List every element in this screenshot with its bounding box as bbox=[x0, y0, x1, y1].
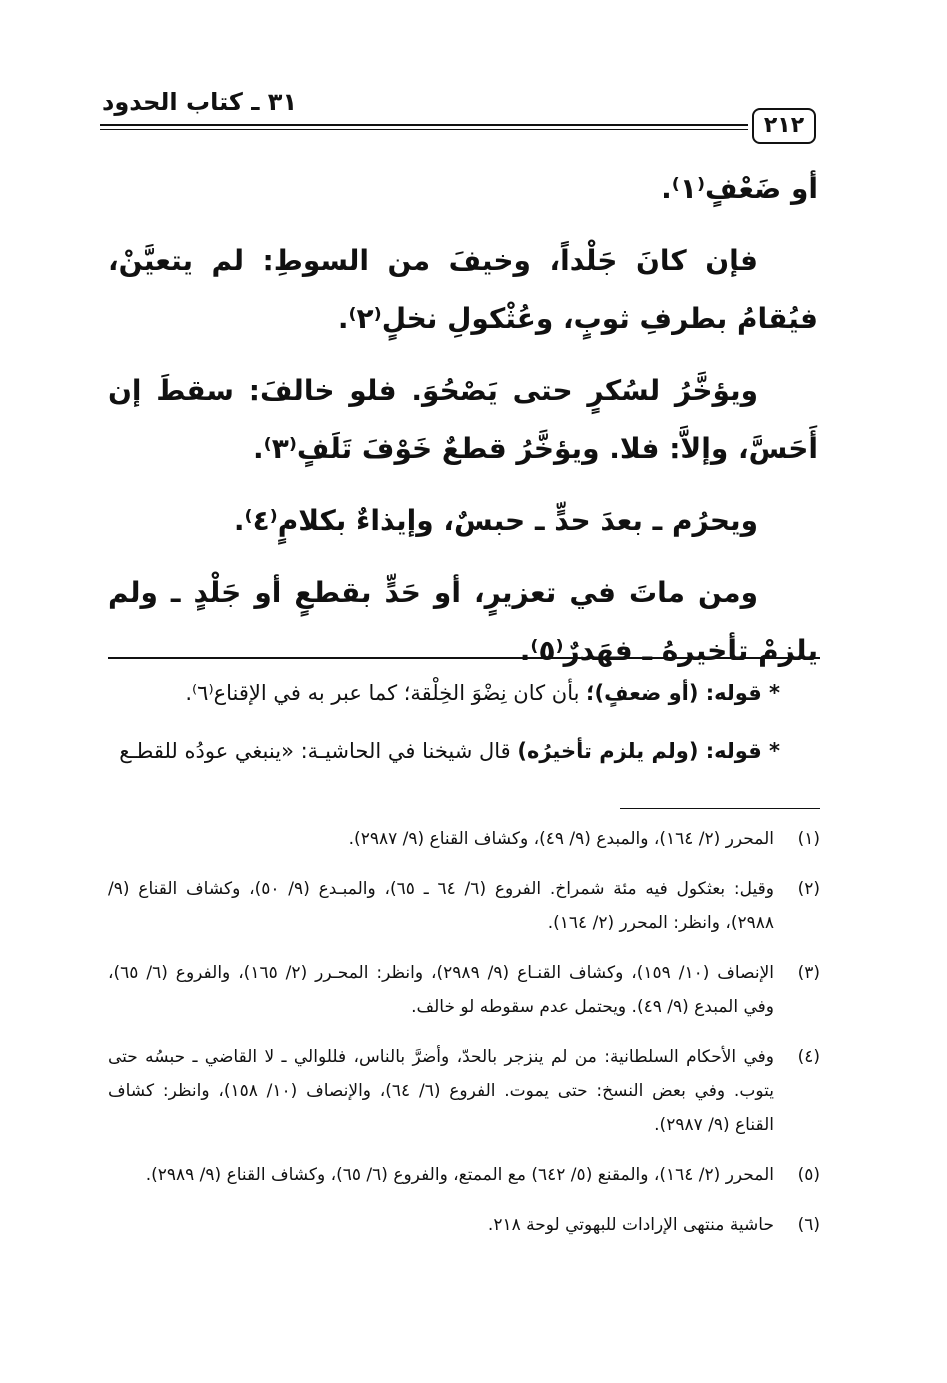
main-paragraph-5: ومن ماتَ في تعزيرٍ، أو حَدٍّ بقطعٍ أو جَلْدٍ ـ ولم يلزمْ تأخيرهُ ـ فهَدرٌ⁽٥⁾. bbox=[108, 576, 818, 667]
chapter-title: ٣١ ـ كتاب الحدود bbox=[102, 88, 298, 116]
page-number: ٢١٢ bbox=[752, 108, 816, 144]
commentary-label-1: * قوله: (أو ضعفٍ)؛ bbox=[586, 681, 780, 705]
main-text bbox=[108, 160, 818, 694]
footnote bbox=[108, 1208, 820, 1242]
footnote-text: المحرر (٢/ ١٦٤)، والمقنع (٥/ ٦٤٢) مع الممتع، والفروع (٦/ ٦٥)، وكشاف القناع (٩/ ٢٩٨٩). bbox=[145, 1165, 774, 1185]
header-rule-thin bbox=[100, 129, 748, 130]
footnote-number: (١) bbox=[797, 829, 820, 849]
main-paragraph-1: أو ضَعْفٍ⁽١⁾. bbox=[661, 172, 818, 205]
commentary-text-1: بأن كان نِضْوَ الخِلْقة؛ كما عبر به في الإقناع⁽٦⁾. bbox=[185, 681, 580, 705]
footnote-separator bbox=[620, 808, 820, 809]
footnote bbox=[108, 872, 820, 940]
commentary-item-1 bbox=[108, 668, 820, 718]
footnote-text: الإنصاف (١٠/ ١٥٩)، وكشاف القنـاع (٩/ ٢٩٨٩)، وانظر: المحـرر (٢/ ١٦٥)، والفروع (٦/ ٦٥)، وفي المبدع (٩/ ٤٩). ويحتمل عدم سقوطه لو خالف. bbox=[108, 963, 774, 1017]
main-paragraph-2: فإن كانَ جَلْداً، وخيفَ من السوطِ: لم يتعيَّنْ، فيُقامُ بطرفِ ثوبٍ، وعُثْكولِ نخلٍ⁽٢⁾. bbox=[108, 244, 818, 335]
footnote bbox=[108, 822, 820, 856]
header-rule bbox=[100, 124, 748, 126]
footnote bbox=[108, 956, 820, 1024]
main-paragraph-4: ويحرُم ـ بعدَ حدٍّ ـ حبسٌ، وإيذاءٌ بكلامٍ⁽٤⁾. bbox=[233, 504, 758, 537]
footnote-number: (٣) bbox=[797, 963, 820, 983]
footnote-text: حاشية منتهى الإرادات للبهوتي لوحة ٢١٨. bbox=[487, 1215, 774, 1235]
footnotes bbox=[108, 822, 820, 1258]
commentary-separator bbox=[108, 657, 820, 659]
footnote-number: (٤) bbox=[797, 1047, 820, 1067]
footnote bbox=[108, 1158, 820, 1192]
footnote-text: وفي الأحكام السلطانية: من لم ينزجر بالحدّ، وأضرَّ بالناس، فللوالي ـ لا القاضي ـ حبسُه حتى يتوب. وفي بعض النسخ: حتى يموت. الفروع (٦/ ٦٤)، والإنصاف (١٠/ ١٥٨)، وانظر: كشاف القناع (٩/ ٢٩٨٧). bbox=[108, 1047, 774, 1135]
footnote-number: (٦) bbox=[797, 1215, 820, 1235]
footnote-text: المحرر (٢/ ١٦٤)، والمبدع (٩/ ٤٩)، وكشاف القناع (٩/ ٢٩٨٧). bbox=[348, 829, 774, 849]
main-paragraph-3: ويؤخَّرُ لسُكرٍ حتى يَصْحُوَ. فلو خالفَ: سقطَ إن أَحَسَّ، وإلاَّ: فلا. ويؤخَّرُ قطعٌ خَوْفَ تَلَفٍ⁽٣⁾. bbox=[108, 374, 818, 465]
footnote-number: (٢) bbox=[797, 879, 820, 899]
footnote-number: (٥) bbox=[797, 1165, 820, 1185]
commentary-text-2: قال شيخنا في الحاشيـة: «ينبغي عودُه للقطـع bbox=[119, 739, 511, 763]
commentary-item-2 bbox=[108, 726, 820, 776]
commentary bbox=[108, 668, 820, 784]
footnote bbox=[108, 1040, 820, 1142]
footnote-text: وقيل: بعثكول فيه مئة شمراخ. الفروع (٦/ ٦٤ ـ ٦٥)، والمبـدع (٩/ ٥٠)، وكشاف القناع (٩/ ٢٩٨٨)، وانظر: المحرر (٢/ ١٦٤). bbox=[108, 879, 774, 933]
commentary-label-2: * قوله: (ولم يلزم تأخيرُه) bbox=[517, 739, 780, 763]
